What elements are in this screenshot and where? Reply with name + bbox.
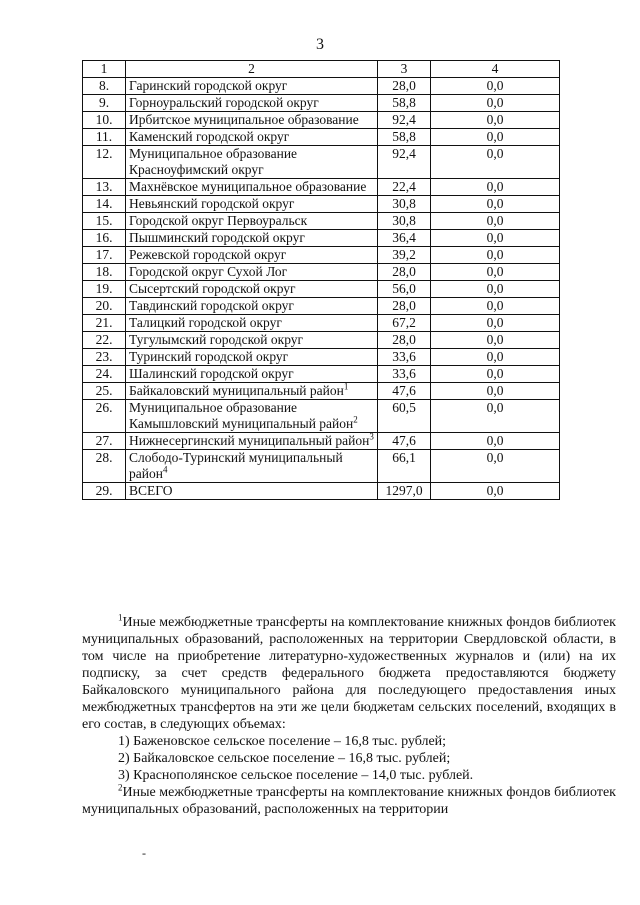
row-extra: 0,0 (486, 146, 504, 161)
row-extra: 0,0 (486, 196, 504, 211)
row-number: 15. (95, 213, 113, 228)
footnote-2 (82, 784, 616, 818)
row-name: Байкаловский муниципальный район (129, 383, 344, 398)
table-row (83, 264, 560, 281)
row-name: Слободо-Туринский муниципальный район (129, 450, 343, 481)
row-number-cell (83, 264, 126, 281)
row-number-cell (83, 315, 126, 332)
row-extra: 0,0 (486, 483, 504, 498)
row-value-cell (378, 450, 431, 483)
row-name-cell (126, 315, 378, 332)
row-name-cell (126, 366, 378, 383)
row-number-cell (83, 298, 126, 315)
row-number: 24. (95, 366, 113, 381)
row-extra: 0,0 (486, 213, 504, 228)
footnote-text: Иные межбюджетные трансферты на комплектование книжных фондов библиотек муниципальных образований, расположенных на территории Свердловской области, в том числе на приобретение литературно-художественных журналов и (или) на их подписку, за счет средств федерального бюджета предоставляются бюджету Байкаловского муниципального района для последующего предоставления иных межбюджетных трансфертов на эти же цели бюджетам сельских поселений, входящих в его состав, в следующих объемах: (82, 615, 616, 732)
row-name: Невьянский городской округ (129, 196, 295, 211)
table-row (83, 78, 560, 95)
row-value: 39,2 (392, 247, 416, 262)
row-value: 28,0 (392, 298, 416, 313)
row-value-cell (378, 383, 431, 400)
row-name-cell (126, 383, 378, 400)
row-number-cell (83, 129, 126, 146)
row-extra-cell (431, 298, 560, 315)
row-number: 14. (95, 196, 113, 211)
table-row (83, 281, 560, 298)
row-number-cell (83, 78, 126, 95)
row-name-cell (126, 349, 378, 366)
footnote-ref: 1 (343, 381, 349, 392)
row-name: Городской округ Сухой Лог (129, 264, 288, 279)
row-number: 17. (95, 247, 113, 262)
row-extra: 0,0 (486, 129, 504, 144)
row-number-cell (83, 179, 126, 196)
row-name: Туринский городской округ (129, 349, 289, 364)
row-value: 67,2 (392, 315, 416, 330)
table-row (83, 179, 560, 196)
row-value: 33,6 (392, 366, 416, 381)
footnote-text: Иные межбюджетные трансферты на комплектование книжных фондов библиотек муниципальных образований, расположенных на территории (82, 785, 616, 817)
row-name-cell (126, 281, 378, 298)
table-row (83, 247, 560, 264)
row-number-cell (83, 196, 126, 213)
row-name: Сысертский городской округ (129, 281, 296, 296)
row-extra: 0,0 (486, 298, 504, 313)
row-value: 58,8 (392, 129, 416, 144)
row-value: 1297,0 (385, 483, 423, 498)
row-extra: 0,0 (486, 264, 504, 279)
row-name-cell (126, 230, 378, 247)
row-value-cell (378, 281, 431, 298)
row-value: 47,6 (392, 383, 416, 398)
row-extra-cell (431, 78, 560, 95)
footnote-list (82, 733, 616, 784)
row-number: 18. (95, 264, 113, 279)
footnote-mark: 1 (118, 612, 123, 623)
row-number-cell (83, 450, 126, 483)
row-value-cell (378, 247, 431, 264)
row-value-cell (378, 78, 431, 95)
row-extra-cell (431, 281, 560, 298)
row-value-cell (378, 400, 431, 433)
page-number: 3 (316, 36, 324, 53)
row-name: Тавдинский городской округ (129, 298, 294, 313)
row-number-cell (83, 95, 126, 112)
row-extra: 0,0 (486, 230, 504, 245)
row-extra-cell (431, 315, 560, 332)
row-extra: 0,0 (486, 332, 504, 347)
row-name-cell (126, 179, 378, 196)
allocation-table (82, 60, 560, 500)
row-extra-cell (431, 230, 560, 247)
row-value-cell (378, 196, 431, 213)
header-cell: 3 (378, 61, 431, 78)
row-extra-cell (431, 196, 560, 213)
row-number: 26. (95, 400, 113, 415)
row-extra: 0,0 (486, 450, 504, 465)
row-name: Муниципальное образование Красноуфимский округ (129, 146, 298, 177)
row-extra-cell (431, 179, 560, 196)
row-number-cell (83, 433, 126, 450)
row-value-cell (378, 230, 431, 247)
row-extra-cell (431, 247, 560, 264)
row-name-cell (126, 247, 378, 264)
row-value: 30,8 (392, 213, 416, 228)
row-number: 12. (95, 146, 113, 161)
row-name-cell (126, 433, 378, 450)
row-value-cell (378, 366, 431, 383)
row-number-cell (83, 332, 126, 349)
row-extra-cell (431, 433, 560, 450)
table-row (83, 383, 560, 400)
row-number: 20. (95, 298, 113, 313)
row-name-cell (126, 264, 378, 281)
row-name-cell (126, 129, 378, 146)
table-row (83, 332, 560, 349)
table-row (83, 400, 560, 433)
row-extra: 0,0 (486, 112, 504, 127)
stray-mark: - (142, 846, 146, 860)
row-value: 92,4 (392, 146, 416, 161)
row-extra: 0,0 (486, 383, 504, 398)
footnote-mark: 2 (118, 782, 123, 793)
row-name: Ирбитское муниципальное образование (129, 112, 359, 127)
row-name: Городской округ Первоуральск (129, 213, 308, 228)
table-row (83, 433, 560, 450)
table-row (83, 213, 560, 230)
row-name-cell (126, 298, 378, 315)
row-extra: 0,0 (486, 400, 504, 415)
row-name: Нижнесергинский муниципальный район (129, 433, 370, 448)
row-value: 36,4 (392, 230, 416, 245)
row-extra-cell (431, 332, 560, 349)
row-extra: 0,0 (486, 433, 504, 448)
table-row (83, 298, 560, 315)
row-extra-cell (431, 450, 560, 483)
table-row (83, 196, 560, 213)
row-value: 92,4 (392, 112, 416, 127)
row-name-cell (126, 196, 378, 213)
table-row (83, 450, 560, 483)
header-cell: 2 (126, 61, 378, 78)
row-name: Горноуральский городской округ (129, 95, 319, 110)
row-value-cell (378, 146, 431, 179)
row-number: 16. (95, 230, 113, 245)
footnote-1 (82, 614, 616, 733)
row-value: 66,1 (392, 450, 416, 465)
row-name-cell (126, 95, 378, 112)
row-name: Режевской городской округ (129, 247, 287, 262)
table-row (83, 366, 560, 383)
row-extra: 0,0 (486, 95, 504, 110)
row-value: 22,4 (392, 179, 416, 194)
row-extra-cell (431, 129, 560, 146)
header-cell: 4 (431, 61, 560, 78)
row-extra-cell (431, 264, 560, 281)
row-name: Пышминский городской округ (129, 230, 305, 245)
row-value-cell (378, 433, 431, 450)
list-item: 2) Байкаловское сельское поселение – 16,8 тыс. рублей; (118, 751, 451, 766)
table-row (83, 129, 560, 146)
row-name: Гаринский городской округ (129, 78, 288, 93)
list-item: 3) Краснополянское сельское поселение – 14,0 тыс. рублей. (118, 768, 474, 783)
row-extra: 0,0 (486, 315, 504, 330)
row-value-cell (378, 315, 431, 332)
row-name-cell (126, 112, 378, 129)
row-extra-cell (431, 349, 560, 366)
table-row (83, 315, 560, 332)
row-extra-cell (431, 213, 560, 230)
row-extra: 0,0 (486, 366, 504, 381)
row-extra-cell (431, 95, 560, 112)
row-extra-cell (431, 146, 560, 179)
row-number: 23. (95, 349, 113, 364)
row-number: 29. (95, 483, 113, 498)
row-value-cell (378, 483, 431, 500)
row-name-cell (126, 146, 378, 179)
row-name: Каменский городской округ (129, 129, 290, 144)
row-value-cell (378, 298, 431, 315)
row-number-cell (83, 213, 126, 230)
row-number: 28. (95, 450, 113, 465)
row-extra-cell (431, 112, 560, 129)
row-value-cell (378, 179, 431, 196)
row-number: 22. (95, 332, 113, 347)
row-extra-cell (431, 383, 560, 400)
row-number: 27. (95, 433, 113, 448)
row-number: 8. (98, 78, 110, 93)
row-name: Муниципальное образование Камышловский муниципальный район (129, 400, 354, 431)
row-name-cell (126, 78, 378, 95)
row-name-cell (126, 400, 378, 433)
footnotes (82, 614, 616, 818)
table-row (83, 483, 560, 500)
footnote-ref: 4 (162, 464, 168, 475)
row-name: Шалинский городской округ (129, 366, 294, 381)
header-cell: 1 (83, 61, 126, 78)
row-name: Махнёвское муниципальное образование (129, 179, 367, 194)
list-item: 1) Баженовское сельское поселение – 16,8 тыс. рублей; (118, 734, 447, 749)
row-number: 21. (95, 315, 113, 330)
row-name-cell (126, 483, 378, 500)
row-number-cell (83, 247, 126, 264)
row-number: 13. (95, 179, 113, 194)
row-value: 33,6 (392, 349, 416, 364)
table-row (83, 349, 560, 366)
row-extra: 0,0 (486, 247, 504, 262)
row-name: ВСЕГО (129, 483, 173, 498)
row-name: Тугулымский городской округ (129, 332, 304, 347)
row-number: 25. (95, 383, 113, 398)
row-number-cell (83, 112, 126, 129)
row-name-cell (126, 450, 378, 483)
row-extra: 0,0 (486, 349, 504, 364)
row-value: 56,0 (392, 281, 416, 296)
row-value: 28,0 (392, 264, 416, 279)
row-number-cell (83, 483, 126, 500)
row-extra: 0,0 (486, 179, 504, 194)
row-number-cell (83, 400, 126, 433)
row-value: 28,0 (392, 78, 416, 93)
table-header-row (83, 61, 560, 78)
row-number: 9. (98, 95, 110, 110)
row-name-cell (126, 213, 378, 230)
row-name-cell (126, 332, 378, 349)
table-row (83, 146, 560, 179)
row-extra: 0,0 (486, 281, 504, 296)
row-number-cell (83, 281, 126, 298)
row-number-cell (83, 349, 126, 366)
row-extra-cell (431, 483, 560, 500)
row-value-cell (378, 264, 431, 281)
footnote-ref: 2 (353, 414, 358, 425)
row-number: 19. (95, 281, 113, 296)
row-number-cell (83, 383, 126, 400)
row-name: Талицкий городской округ (129, 315, 282, 330)
row-value: 30,8 (392, 196, 416, 211)
table-row (83, 95, 560, 112)
row-number-cell (83, 230, 126, 247)
row-value-cell (378, 332, 431, 349)
row-number-cell (83, 366, 126, 383)
row-number-cell (83, 146, 126, 179)
row-value: 28,0 (392, 332, 416, 347)
row-number: 10. (95, 112, 113, 127)
row-number: 11. (95, 129, 113, 144)
row-value-cell (378, 349, 431, 366)
row-value-cell (378, 95, 431, 112)
row-value-cell (378, 129, 431, 146)
row-extra-cell (431, 400, 560, 433)
row-extra-cell (431, 366, 560, 383)
row-extra: 0,0 (486, 78, 504, 93)
row-value: 47,6 (392, 433, 416, 448)
row-value-cell (378, 213, 431, 230)
row-value: 60,5 (392, 400, 416, 415)
footnote-ref: 3 (369, 431, 374, 442)
table-row (83, 230, 560, 247)
table-row (83, 112, 560, 129)
row-value-cell (378, 112, 431, 129)
row-value: 58,8 (392, 95, 416, 110)
